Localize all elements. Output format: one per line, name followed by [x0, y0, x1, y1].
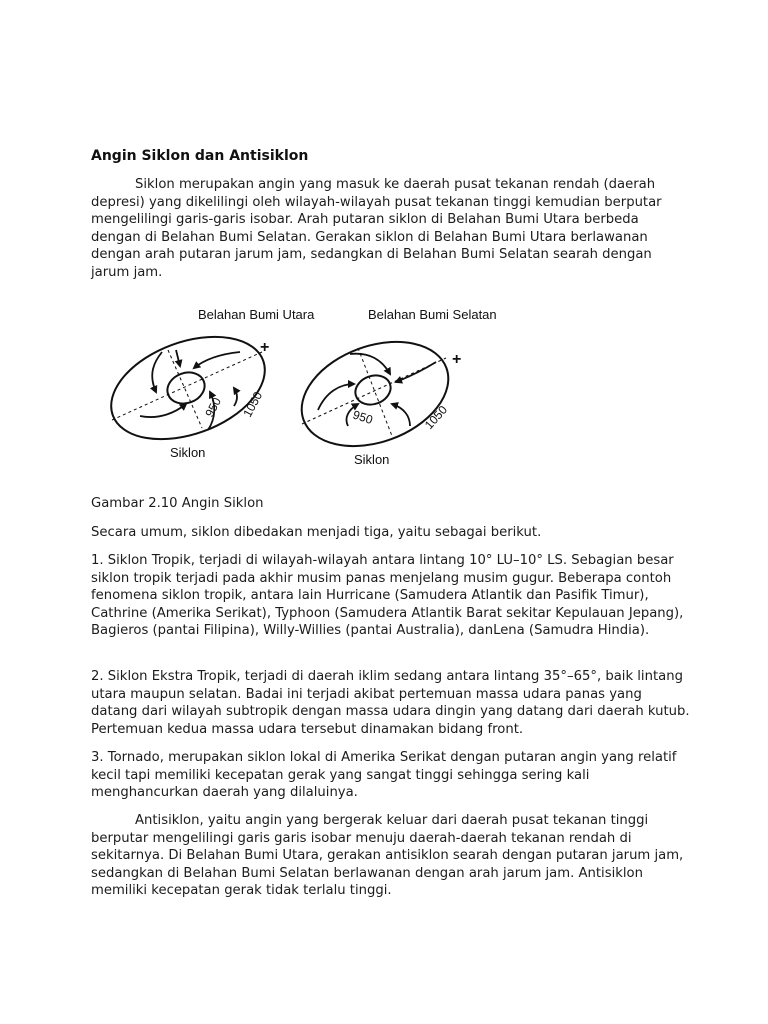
paragraph-general: Secara umum, siklon dibedakan menjadi tiga, yaitu sebagai berikut. [91, 525, 542, 540]
outer-isobar-south [287, 323, 463, 465]
document-title: Angin Siklon dan Antisiklon [91, 148, 309, 164]
figure-caption: Gambar 2.10 Angin Siklon [91, 496, 264, 511]
wind-arrow-south [318, 384, 354, 410]
caption-north: Siklon [170, 445, 206, 460]
header-south: Belahan Bumi Selatan [368, 307, 497, 322]
list-item-siklon-tropik: 1. Siklon Tropik, terjadi di wilayah-wilayah antara lintang 10° LU–10° LS. Sebagian besar siklon tropik terjadi pada akhir musim panas menjelang musim gugur. Beberapa contoh fenomena siklon tropik, antara lain Hurricane (Samudera Atlantik dan Pasifik Timur), Cathrine (Amerika Serikat), Typhoon (Samudera Atlantik Barat sekitar Kepulauan Jepang), Bagieros (pantai Filipina), Willy-Willies (pantai Australia), danLena (Samudra Hindia). [91, 553, 684, 639]
wind-arrow-north [176, 350, 180, 366]
header-north: Belahan Bumi Utara [198, 307, 315, 322]
high-pressure-plus-south: + [452, 351, 462, 368]
list-item-tornado: 3. Tornado, merupakan siklon lokal di Amerika Serikat dengan putaran angin yang relatif kecil tapi memiliki kecepatan gerak yang sangat tinggi sehingga sering kali menghancurkan daerah yang dilaluinya. [91, 750, 677, 801]
axis-line-north-2 [168, 350, 202, 428]
cyclone-south [287, 323, 463, 467]
paragraph-intro: Siklon merupakan angin yang masuk ke daerah pusat tekanan rendah (daerah depresi) yang dikelilingi oleh wilayah-wilayah pusat tekanan tinggi kemudian berputar mengelilingi garis-garis isobar. Arah putaran siklon di Belahan Bumi Utara berbeda dengan di Belahan Bumi Selatan. Gerakan siklon di Belahan Bumi Utara berlawanan dengan arah putaran jarum jam, sedangkan di Belahan Bumi Selatan searah dengan jarum jam. [91, 177, 662, 280]
isobar-label-inner-south: 950 [351, 407, 375, 428]
axis-line-north [112, 352, 262, 420]
inner-isobar-north [163, 367, 209, 408]
wind-arrow-north [234, 388, 237, 406]
wind-arrow-north [152, 352, 162, 392]
list-item-siklon-ekstra-tropik: 2. Siklon Ekstra Tropik, terjadi di daerah iklim sedang antara lintang 35°–65°, baik lintang utara maupun selatan. Badai ini terjadi akibat pertemuan massa udara panas yang datang dari wilayah subtropik dengan massa udara dingin yang datang dari daerah kutub. Pertemuan kedua massa udara tersebut dinamakan bidang front. [91, 669, 690, 737]
isobar-label-outer-north: 1050 [240, 389, 266, 420]
paragraph-antisiklon: Antisiklon, yaitu angin yang bergerak keluar dari daerah pusat tekanan tinggi berputar mengelilingi garis garis isobar menuju daerah-daerah tekanan rendah di sekitarnya. Di Belahan Bumi Utara, gerakan antisiklon searah dengan putaran jarum jam, sedangkan di Belahan Bumi Selatan berlawanan dengan arah jarum jam. Antisiklon memiliki kecepatan gerak tidak terlalu tinggi. [91, 813, 684, 899]
inner-isobar-south [351, 371, 394, 410]
cyclone-north [100, 317, 279, 460]
wind-arrow-south [392, 404, 410, 426]
isobar-label-outer-south: 1050 [421, 402, 451, 433]
cyclone-diagram [100, 300, 500, 472]
outer-isobar-north [100, 317, 279, 458]
isobar-label-inner-north: 950 [202, 395, 225, 420]
high-pressure-plus-north: + [260, 339, 270, 356]
caption-south: Siklon [354, 452, 390, 467]
wind-arrow-south [350, 354, 390, 374]
wind-arrow-north [140, 404, 186, 417]
wind-arrow-south [396, 362, 436, 382]
